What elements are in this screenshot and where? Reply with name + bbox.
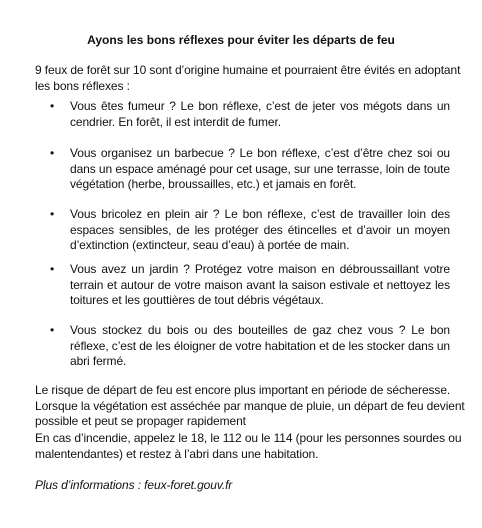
tip-diy: Vous bricolez en plein air ? Le bon réflexe, c’est de travailler loin des espaces sensibles, de les protéger des étincelles et d’avoir un moyen d’extinction (extincteur, seau d’eau) à portée de main. — [70, 207, 450, 252]
tip-barbecue: Vous organisez un barbecue ? Le bon réflexe, c’est d’être chez soi ou dans un espace aménagé pour cet usage, sur une terrasse, loin de toute végétation (herbe, broussailles, etc.) et jamais en forêt. — [70, 146, 450, 191]
drought-paragraph: Le risque de départ de feu est encore plus important en période de sécheresse. Lorsque la végétation est asséchée par manque de pluie, un départ de feu devient possible et peut se propager rapidement — [35, 383, 465, 428]
intro-paragraph: 9 feux de forêt sur 10 sont d’origine humaine et pourraient être évités en adoptant les bons réflexes : — [35, 63, 461, 93]
emergency-paragraph: En cas d’incendie, appelez le 18, le 112 ou le 114 (pour les personnes sourdes ou malentendantes) et restez à l’abri dans une habitation. — [35, 431, 462, 461]
tip-storage: Vous stockez du bois ou des bouteilles de gaz chez vous ? Le bon réflexe, c’est de les éloigner de votre habitation et de les stocker dans un abri fermé. — [70, 323, 450, 368]
tip-garden: Vous avez un jardin ? Protégez votre maison en débroussaillant votre terrain et autour de votre maison avant la saison estivale et nettoyez les toitures et les gouttières de tout débris végétaux. — [70, 262, 450, 307]
tip-smoker: Vous êtes fumeur ? Le bon réflexe, c’est de jeter vos mégots dans un cendrier. En forêt, il est interdit de fumer. — [70, 99, 450, 129]
bullet-icon: • — [50, 262, 55, 276]
bullet-icon: • — [50, 146, 55, 160]
bullet-icon: • — [50, 207, 55, 221]
bullet-icon: • — [50, 323, 55, 337]
bullet-icon: • — [50, 99, 55, 113]
more-info-line: Plus d’informations : feux-foret.gouv.fr — [35, 478, 233, 492]
document-title: Ayons les bons réflexes pour éviter les départs de feu — [87, 33, 395, 47]
